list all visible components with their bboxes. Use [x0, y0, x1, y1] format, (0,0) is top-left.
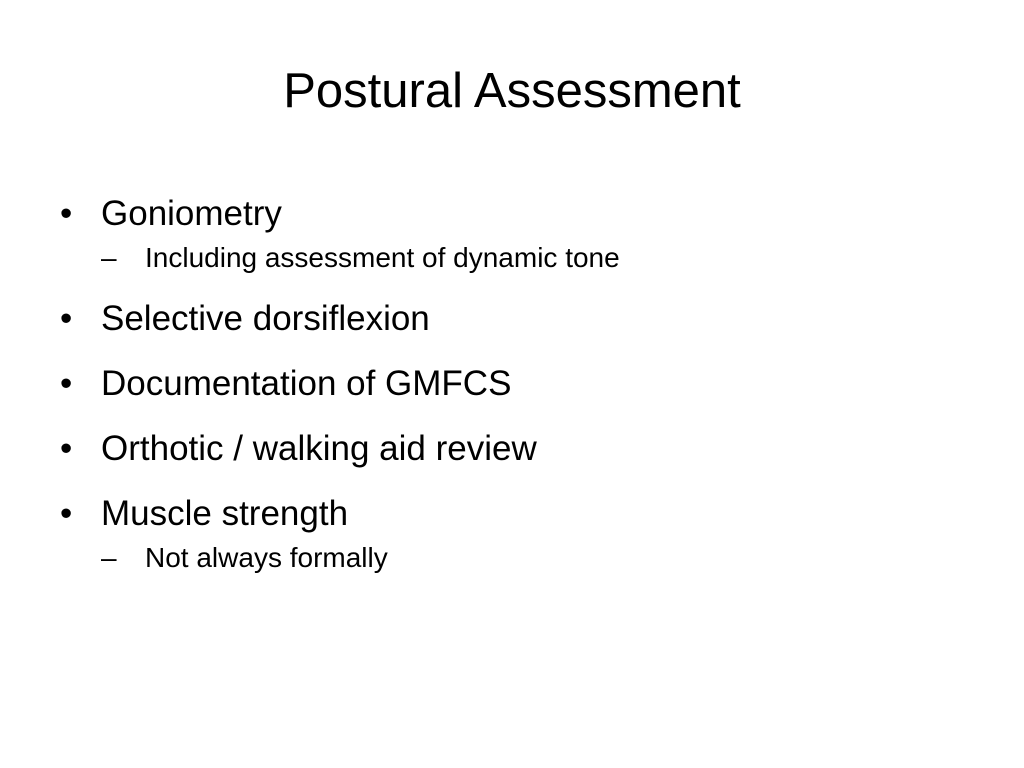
bullet-text: Muscle strength: [101, 494, 349, 533]
bullet-item-goniometry: [60, 190, 960, 278]
sub-bullet-marker: –: [101, 542, 117, 573]
bullet-item-muscle-strength: [60, 490, 960, 578]
bullet-text: Selective dorsiflexion: [101, 299, 430, 338]
bullet-marker: •: [60, 494, 73, 533]
bullet-marker: •: [60, 364, 73, 403]
bullet-item-documentation-gmfcs: [60, 360, 960, 408]
bullet-item-selective-dorsiflexion: [60, 295, 960, 343]
bullet-marker: •: [60, 429, 73, 468]
bullet-list: [60, 190, 960, 595]
bullet-text: Orthotic / walking aid review: [101, 429, 537, 468]
sub-bullet-text: Including assessment of dynamic tone: [145, 242, 620, 273]
bullet-marker: •: [60, 299, 73, 338]
sub-bullet-marker: –: [101, 242, 117, 273]
bullet-text: Goniometry: [101, 194, 282, 233]
sub-bullet-text: Not always formally: [145, 542, 388, 573]
sub-bullet-item: [89, 238, 960, 278]
sub-bullet-item: [89, 538, 960, 578]
bullet-marker: •: [60, 194, 73, 233]
bullet-item-orthotic-review: [60, 425, 960, 473]
sub-bullet-list: [101, 538, 960, 578]
sub-bullet-list: [101, 238, 960, 278]
slide-title: Postural Assessment: [283, 64, 741, 118]
bullet-text: Documentation of GMFCS: [101, 364, 512, 403]
